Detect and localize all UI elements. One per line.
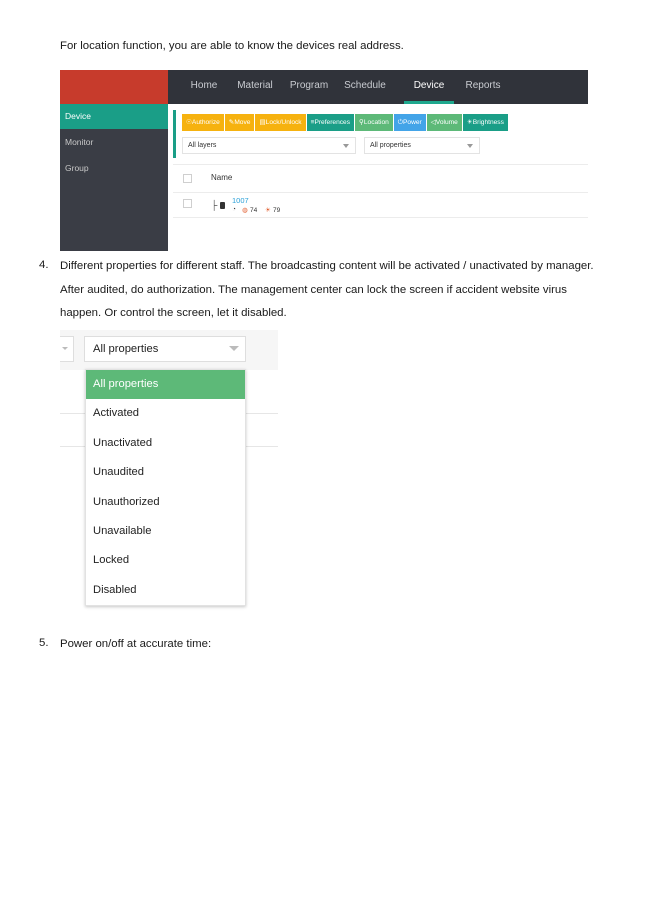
top-nav — [168, 70, 588, 104]
clock-icon: ◔ — [232, 206, 236, 213]
volume-level-icon: ◍ — [242, 207, 248, 214]
list-number: 4. — [39, 259, 49, 271]
shield-icon: ☉ — [186, 119, 192, 126]
power-button[interactable]: ⏻Power — [394, 114, 426, 131]
intro-text: For location function, you are able to know the devices real address. — [60, 40, 404, 52]
brightness-icon: ☀ — [466, 119, 473, 126]
option-locked[interactable]: Locked — [93, 554, 130, 567]
tree-branch-icon: ├ — [211, 200, 218, 210]
lock-icon: ▤ — [259, 119, 266, 126]
table-row[interactable] — [211, 193, 331, 217]
option-disabled[interactable]: Disabled — [93, 583, 137, 596]
sidebar-item-device[interactable]: Device — [60, 104, 168, 129]
preferences-button[interactable]: ≡Preferences — [307, 114, 354, 131]
divider — [173, 217, 588, 218]
nav-reports[interactable]: Reports — [465, 80, 501, 91]
list-number: 5. — [39, 637, 49, 649]
lock-unlock-button[interactable]: ▤Lock/Unlock — [255, 114, 305, 131]
device-id[interactable]: 1007 — [232, 196, 249, 205]
move-icon: ✎ — [228, 119, 235, 126]
sliders-icon: ≡ — [310, 119, 315, 126]
brightness-level-icon: ☀ — [265, 207, 271, 214]
chevron-down-icon — [229, 346, 239, 351]
layers-select[interactable]: All layers — [182, 137, 356, 154]
nav-schedule[interactable]: Schedule — [344, 80, 386, 91]
nav-material[interactable]: Material — [237, 80, 273, 91]
accent-bar — [173, 110, 176, 158]
nav-device[interactable]: Device — [404, 70, 454, 104]
prev-select-edge — [60, 336, 74, 362]
chevron-down-icon — [343, 144, 349, 148]
volume-button[interactable]: ◁Volume — [427, 114, 462, 131]
item5-text: Power on/off at accurate time: — [60, 638, 212, 650]
device-toolbar — [182, 114, 508, 131]
nav-home[interactable]: Home — [190, 80, 218, 91]
move-button[interactable]: ✎Move — [225, 114, 255, 131]
device-panel — [173, 108, 588, 251]
option-unaudited[interactable]: Unaudited — [93, 466, 145, 479]
option-unavailable[interactable]: Unavailable — [93, 524, 152, 537]
brightness-value: 79 — [273, 207, 281, 214]
volume-value: 74 — [250, 207, 258, 214]
power-icon: ⏻ — [397, 119, 404, 126]
item4-line-1: Different properties for different staff. The broadcasting content will be activated / unactivated by manager. — [60, 260, 594, 272]
properties-select[interactable]: All properties — [364, 137, 480, 154]
divider — [173, 164, 588, 165]
sidebar-item-monitor[interactable]: Monitor — [65, 137, 94, 147]
volume-icon: ◁ — [430, 119, 436, 126]
item4-line-3: happen. Or control the screen, let it disabled. — [60, 307, 287, 319]
row-checkbox[interactable] — [183, 199, 192, 208]
location-icon: ⚲ — [359, 119, 364, 126]
location-button[interactable]: ⚲Location — [355, 114, 393, 131]
item4-line-2: After audited, do authorization. The management center can lock the screen if accident website virus — [60, 284, 567, 296]
option-all-properties[interactable]: All properties — [86, 370, 245, 399]
brightness-button[interactable]: ☀Brightness — [463, 114, 508, 131]
option-unauthorized[interactable]: Unauthorized — [93, 495, 160, 508]
sidebar — [60, 104, 168, 251]
option-unactivated[interactable]: Unactivated — [93, 436, 153, 449]
app-logo — [60, 70, 168, 104]
chevron-down-icon — [467, 144, 473, 148]
properties-select[interactable]: All properties — [84, 336, 246, 362]
device-icon — [220, 202, 225, 209]
nav-program[interactable]: Program — [289, 80, 329, 91]
authorize-button[interactable]: ☉Authorize — [182, 114, 224, 131]
properties-dropdown-menu — [85, 369, 246, 606]
chevron-down-icon — [62, 347, 68, 350]
option-activated[interactable]: Activated — [93, 407, 140, 420]
select-all-checkbox[interactable] — [183, 174, 192, 183]
sidebar-item-group[interactable]: Group — [65, 163, 89, 173]
column-header-name: Name — [211, 173, 233, 182]
device-management-screenshot — [60, 70, 588, 251]
